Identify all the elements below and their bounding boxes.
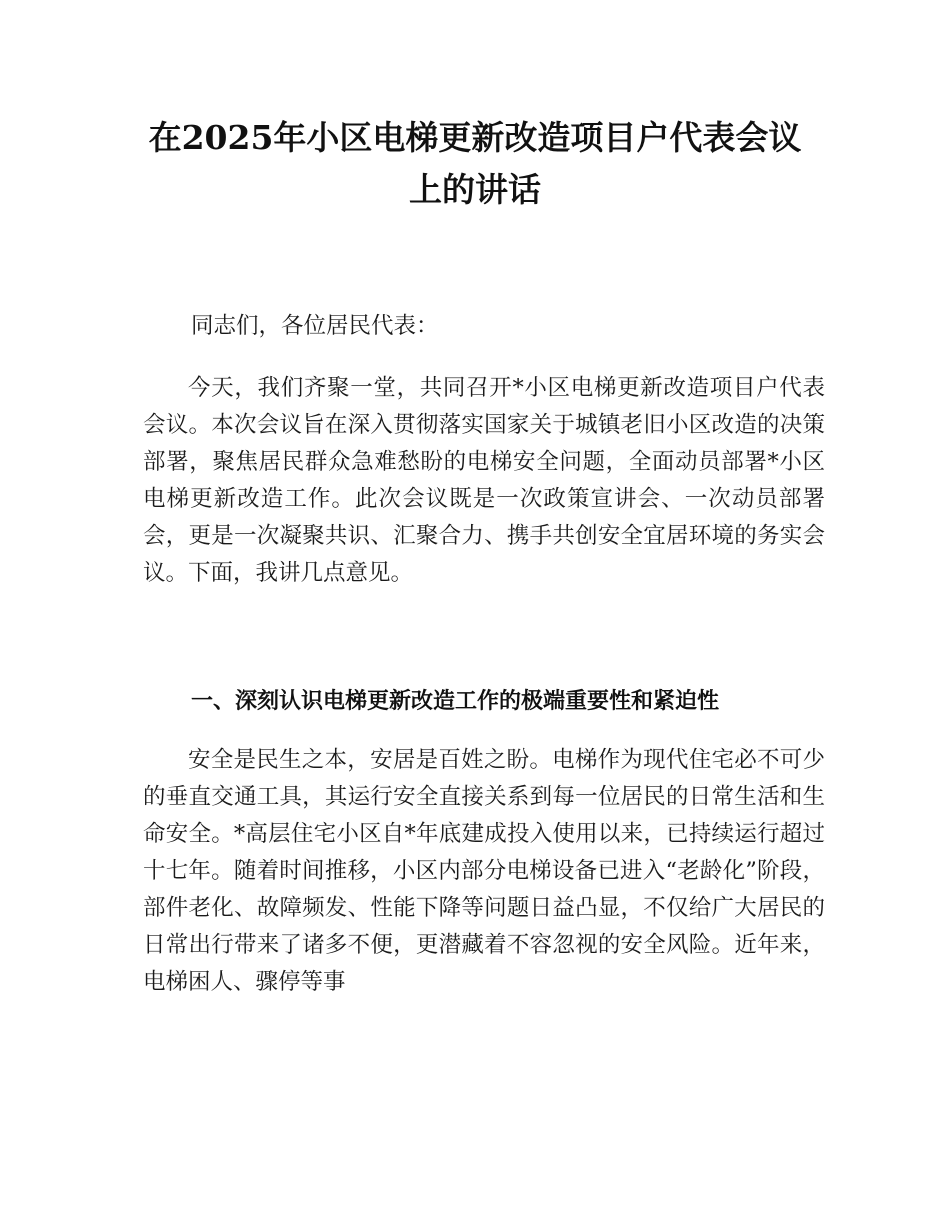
document-title-line-1: 在2025年小区电梯更新改造项目户代表会议	[148, 118, 802, 157]
document-title	[100, 112, 850, 216]
salutation: 同志们，各位居民代表：	[191, 313, 439, 339]
intro-paragraph: 今天，我们齐聚一堂，共同召开*小区电梯更新改造项目户代表会议。本次会议旨在深入贯彻落实国家关于城镇老旧小区改造的决策部署，聚焦居民群众急难愁盼的电梯安全问题，全面动员部署*小区电梯更新改造工作。此次会议既是一次政策宣讲会、一次动员部署会，更是一次凝聚共识、汇聚合力、携手共创安全宜居环境的务实会议。下面，我讲几点意见。	[143, 375, 825, 586]
document-title-line-2: 上的讲话	[409, 170, 541, 209]
safety-paragraph: 安全是民生之本，安居是百姓之盼。电梯作为现代住宅必不可少的垂直交通工具，其运行安全直接关系到每一位居民的日常生活和生命安全。*高层住宅小区自*年底建成投入使用以来，已持续运行超过十七年。随着时间推移，小区内部分电梯设备已进入“老龄化”阶段，部件老化、故障频发、性能下降等问题日益凸显，不仅给广大居民的日常出行带来了诸多不便，更潜藏着不容忽视的安全风险。近年来，电梯困人、骤停等事	[143, 747, 825, 995]
section-1-heading: 一、深刻认识电梯更新改造工作的极端重要性和紧迫性	[191, 689, 720, 714]
